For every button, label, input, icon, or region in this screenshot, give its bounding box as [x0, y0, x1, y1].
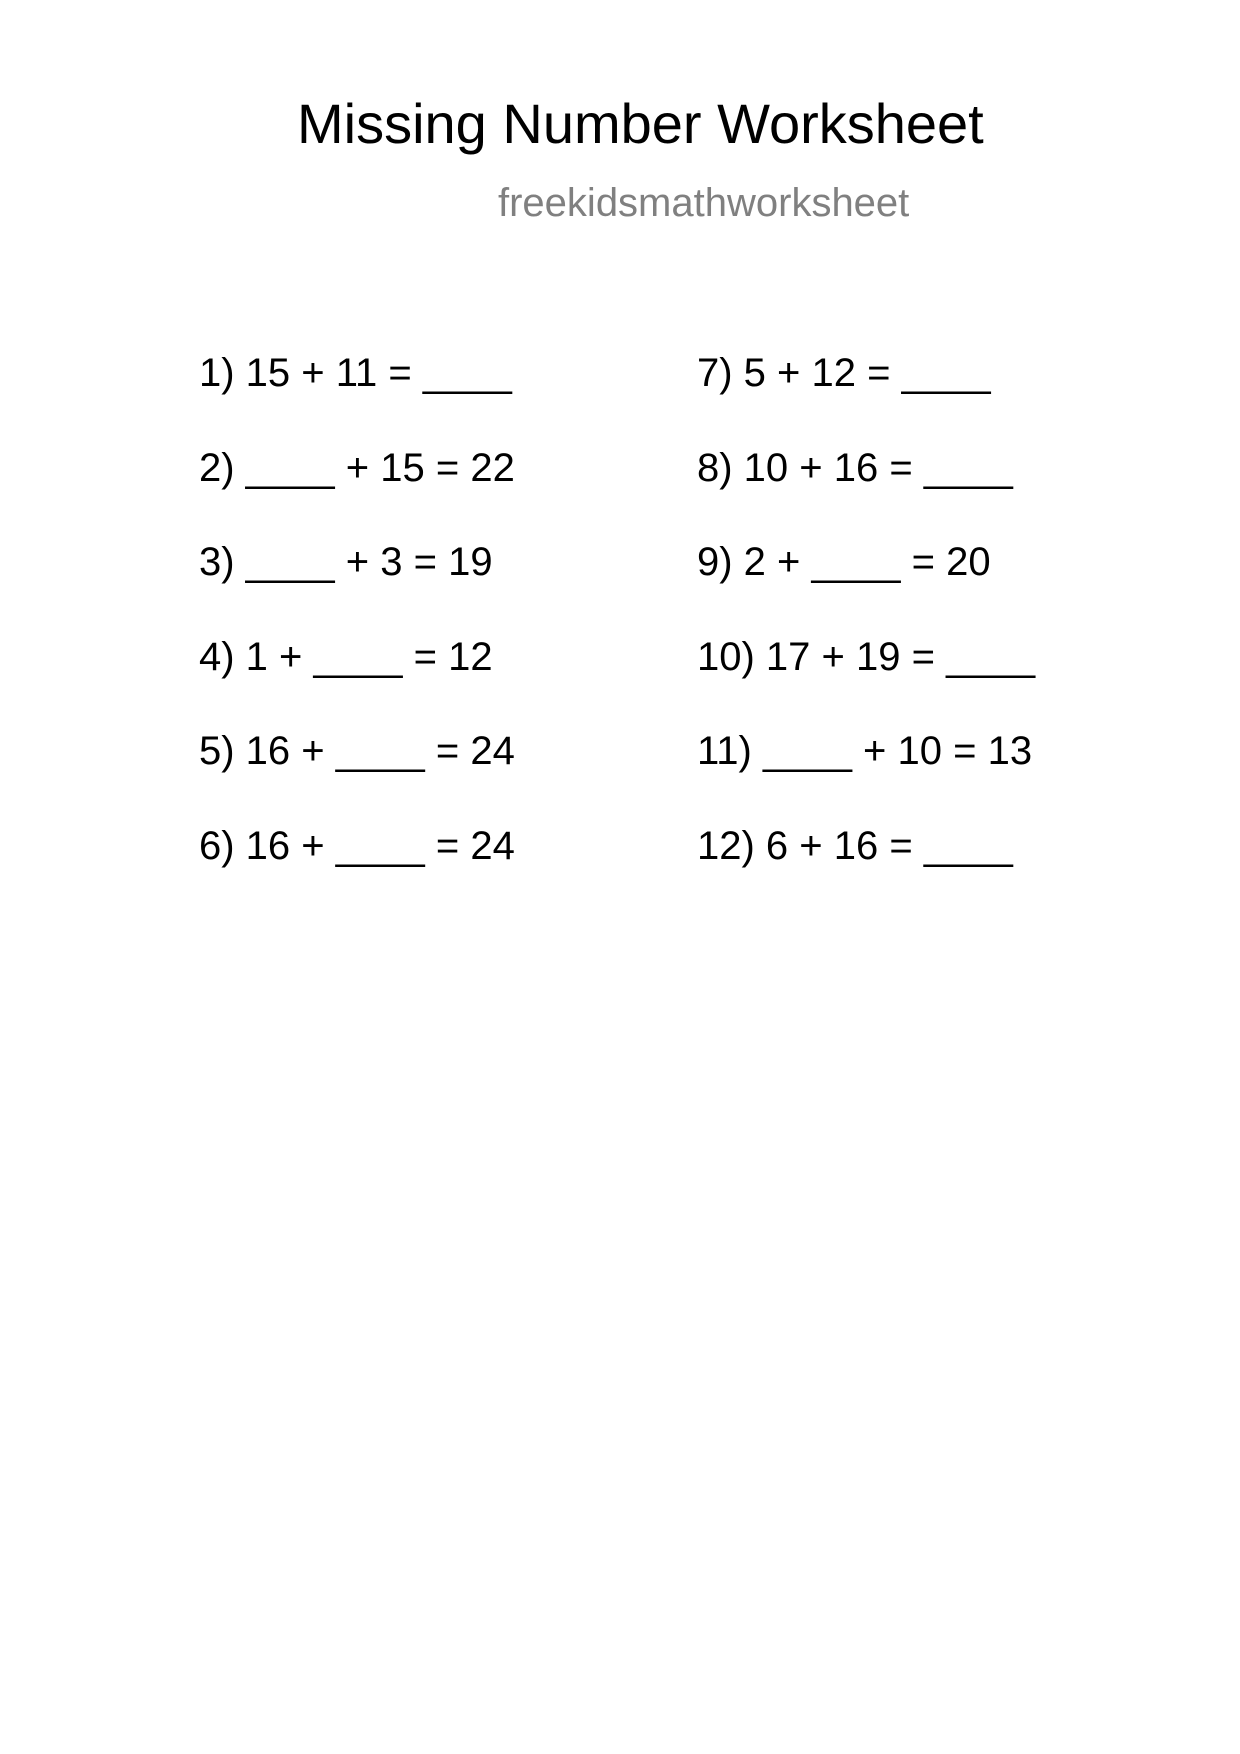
- problem-2: 2) ____ + 15 = 22: [199, 446, 515, 490]
- problem-9: 9) 2 + ____ = 20: [697, 540, 991, 584]
- problem-4: 4) 1 + ____ = 12: [199, 635, 493, 679]
- problem-1: 1) 15 + 11 = ____: [199, 351, 512, 395]
- problem-8: 8) 10 + 16 = ____: [697, 446, 1013, 490]
- problem-10: 10) 17 + 19 = ____: [697, 635, 1036, 679]
- problem-5: 5) 16 + ____ = 24: [199, 729, 515, 773]
- worksheet-subtitle: freekidsmathworksheet: [498, 181, 910, 225]
- problem-7: 7) 5 + 12 = ____: [697, 351, 991, 395]
- problem-6: 6) 16 + ____ = 24: [199, 824, 515, 868]
- problem-3: 3) ____ + 3 = 19: [199, 540, 493, 584]
- problem-12: 12) 6 + 16 = ____: [697, 824, 1013, 868]
- problem-11: 11) ____ + 10 = 13: [697, 729, 1033, 773]
- worksheet-title: Missing Number Worksheet: [297, 92, 984, 155]
